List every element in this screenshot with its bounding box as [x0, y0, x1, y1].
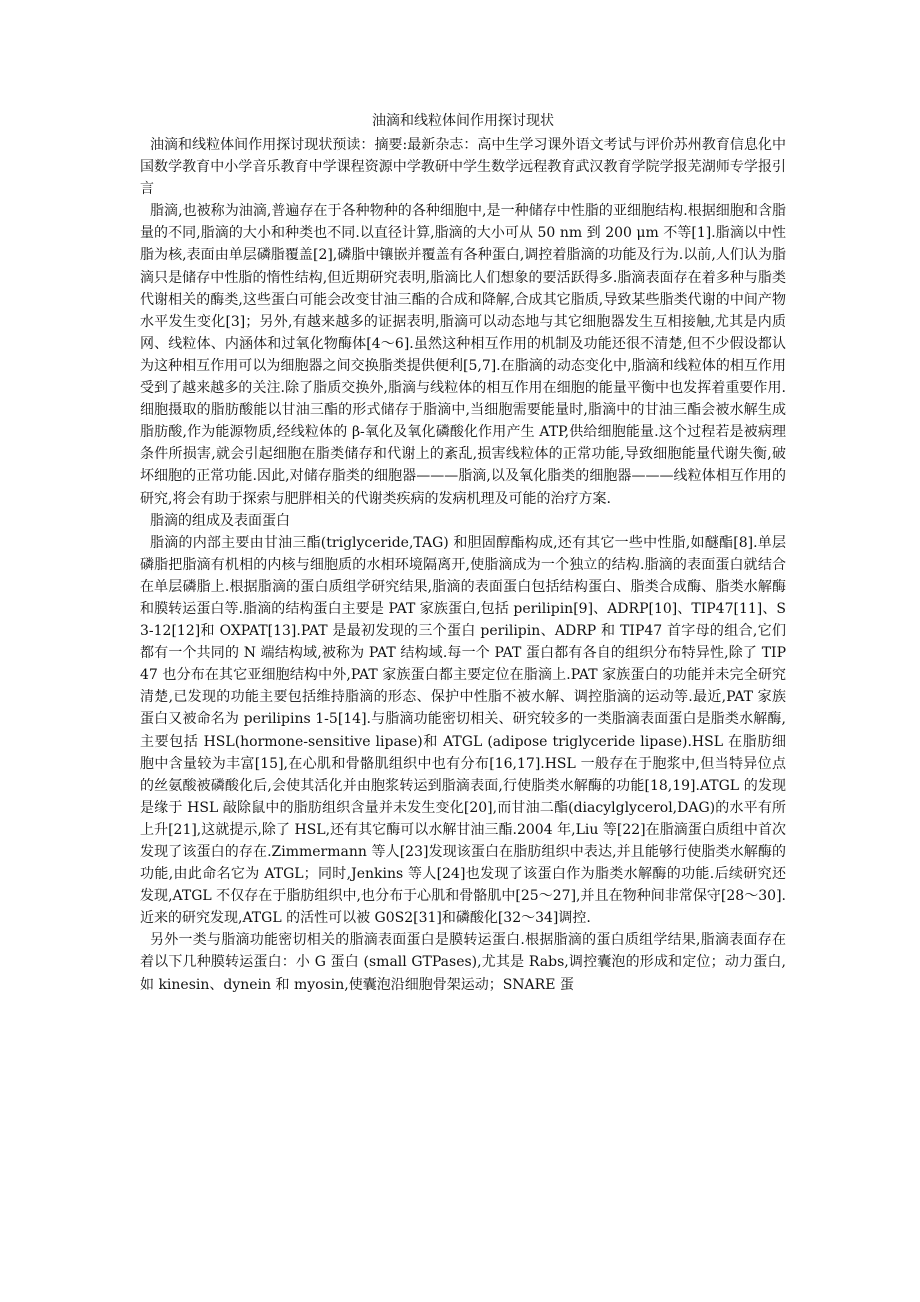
- body-paragraph: 油滴和线粒体间作用探讨现状预读：摘要:最新杂志：高中生学习课外语文考试与评价苏州教育信息化中国数学教育中小学音乐教育中学课程资源中学教研中学生数学远程教育武汉教育学院学报芜湖师专学报引 言: [140, 137, 786, 198]
- body-paragraph: 脂滴,也被称为油滴,普遍存在于各种物种的各种细胞中,是一种储存中性脂的亚细胞结构.根据细胞和含脂量的不同,脂滴的大小和种类也不同.以直径计算,脂滴的大小可从 50 nm 到 200 μm 不等[1].脂滴以中性脂为核,表面由单层磷脂覆盖[2],磷脂中镶嵌并覆盖有各种蛋白,调控着脂滴的功能及行为.以前,人们认为脂滴只是储存中性脂的惰性结构,但近期研究表明,脂滴比人们想象的要活跃得多.脂滴表面存在着多种与脂类代谢相关的酶类,这些蛋白可能会改变甘油三酯的合成和降解,合成其它脂质,导致某些脂类代谢的中间产物水平发生变化[3]；另外,有越来越多的证据表明,脂滴可以动态地与其它细胞器发生互相接触,尤其是内质网、线粒体、内涵体和过氧化物酶体[4～6].虽然这种相互作用的机制及功能还很不清楚,但不少假设都认为这种相互作用可以为细胞器之间交换脂类提供便利[5,7].在脂滴的动态变化中,脂滴和线粒体的相互作用受到了越来越多的关注.除了脂质交换外,脂滴与线粒体的相互作用在细胞的能量平衡中也发挥着重要作用.细胞摄取的脂肪酸能以甘油三酯的形式储存于脂滴中,当细胞需要能量时,脂滴中的甘油三酯会被水解生成脂肪酸,作为能源物质,经线粒体的 β-氧化及氧化磷酸化作用产生 ATP,供给细胞能量.这个过程若是被病理条件所损害,就会引起细胞在脂类储存和代谢上的紊乱,损害线粒体的正常功能,导致细胞能量代谢失衡,破坏细胞的正常功能.因此,对储存脂类的细胞器———脂滴,以及氧化脂类的细胞器———线粒体相互作用的研究,将会有助于探索与肥胖相关的代谢类疾病的发病机理及可能的治疗方案.: [140, 203, 786, 507]
- body-paragraph: 另外一类与脂滴功能密切相关的脂滴表面蛋白是膜转运蛋白.根据脂滴的蛋白质组学结果,脂滴表面存在着以下几种膜转运蛋白：小 G 蛋白 (small GTPases),尤其是 Rabs,调控囊泡的形成和定位；动力蛋白,如 kinesin、dynein 和 myosin,使囊泡沿细胞骨架运动；SNARE 蛋: [140, 932, 786, 993]
- document-body: [140, 134, 786, 996]
- document-page: [140, 110, 786, 996]
- body-paragraph: 脂滴的内部主要由甘油三酯(triglyceride,TAG) 和胆固醇酯构成,还有其它一些中性脂,如醚酯[8].单层磷脂把脂滴有机相的内核与细胞质的水相环境隔离开,使脂滴成为一个独立的结构.脂滴的表面蛋白就结合在单层磷脂上.根据脂滴的蛋白质组学研究结果,脂滴的表面蛋白包括结构蛋白、脂类合成酶、脂类水解酶和膜转运蛋白等.脂滴的结构蛋白主要是 PAT 家族蛋白,包括 perilipin[9]、ADRP[10]、TIP47[11]、S3-12[12]和 OXPAT[13].PAT 是最初发现的三个蛋白 perilipin、ADRP 和 TIP47 首字母的组合,它们都有一个共同的 N 端结构域,被称为 PAT 结构域.每一个 PAT 蛋白都有各自的组织分布特异性,除了 TIP47 也分布在其它亚细胞结构中外,PAT 家族蛋白都主要定位在脂滴上.PAT 家族蛋白的功能并未完全研究清楚,已发现的功能主要包括维持脂滴的形态、保护中性脂不被水解、调控脂滴的运动等.最近,PAT 家族蛋白又被命名为 perilipins 1-5[14].与脂滴功能密切相关、研究较多的一类脂滴表面蛋白是脂类水解酶,主要包括 HSL(hormone-sensitive lipase)和 ATGL (adipose triglyceride lipase).HSL 在脂肪细胞中含量较为丰富[15],在心肌和骨骼肌组织中也有分布[16,17].HSL 一般存在于胞浆中,但当特异位点的丝氨酸被磷酸化后,会使其活化并由胞浆转运到脂滴表面,行使脂类水解酶的功能[18,19].ATGL 的发现是缘于 HSL 敲除鼠中的脂肪组织含量并未发生变化[20],而甘油二酯(diacylglycerol,DAG)的水平有所上升[21],这就提示,除了 HSL,还有其它酶可以水解甘油三酯.2004 年,Liu 等[22]在脂滴蛋白质组中首次发现了该蛋白的存在.Zimmermann 等人[23]发现该蛋白在脂肪组织中表达,并且能够行使脂类水解酶的功能,由此命名它为 ATGL；同时,Jenkins 等人[24]也发现了该蛋白作为脂类水解酶的功能.后续研究还发现,ATGL 不仅存在于脂肪组织中,也分布于心肌和骨骼肌中[25～27],并且在物种间非常保守[28～30].近来的研究发现,ATGL 的活性可以被 G0S2[31]和磷酸化[32～34]调控.: [140, 534, 786, 927]
- document-title: 油滴和线粒体间作用探讨现状: [372, 113, 554, 129]
- section-heading: 脂滴的组成及表面蛋白: [150, 512, 290, 529]
